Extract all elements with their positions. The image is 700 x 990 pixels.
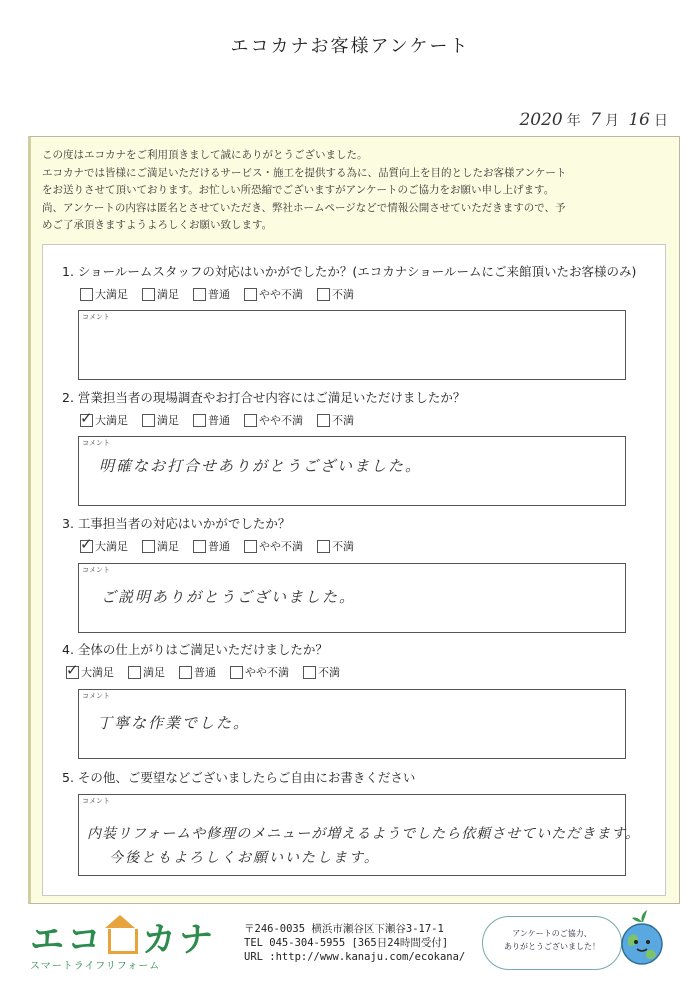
- checkbox-square[interactable]: [128, 666, 141, 679]
- checkbox-square[interactable]: [142, 288, 155, 301]
- question-3: 3. 工事担当者の対応はいかがでしたか？: [62, 516, 291, 531]
- date-day-unit: 日: [654, 113, 668, 129]
- checkbox-square[interactable]: [193, 288, 206, 301]
- comment-handwriting-q3: ご説明ありがとうございました。: [101, 588, 357, 606]
- option-checkbox[interactable]: [244, 538, 303, 554]
- option-label: やや不満: [245, 666, 289, 679]
- option-checkbox[interactable]: [317, 412, 354, 428]
- check-mark-icon: ✓: [80, 408, 93, 427]
- comment-box-q5[interactable]: [78, 794, 641, 876]
- option-checkbox[interactable]: [193, 538, 230, 554]
- comment-label: コメント: [82, 313, 110, 321]
- option-label: 普通: [208, 414, 230, 427]
- checkbox-square[interactable]: [80, 534, 93, 553]
- comment-handwriting-q2: 明確なお打合せありがとうございました。: [99, 457, 423, 475]
- checkbox-square[interactable]: [244, 540, 257, 553]
- bubble-line: ありがとうございました！: [504, 942, 600, 951]
- date-month-unit: 月: [604, 113, 619, 129]
- checkbox-square[interactable]: [193, 414, 206, 427]
- option-checkbox[interactable]: [142, 538, 179, 554]
- option-label: 大満足: [95, 540, 128, 553]
- phone-line: TEL 045-304-5955 [365日24時間受付]: [244, 937, 449, 949]
- intro-text: [42, 147, 662, 235]
- option-label: 普通: [208, 288, 230, 301]
- checkbox-square[interactable]: [317, 288, 330, 301]
- comment-label: コメント: [82, 439, 110, 447]
- option-label: 不満: [332, 540, 354, 553]
- ecokana-logo: [30, 912, 216, 972]
- option-checkbox[interactable]: [80, 286, 128, 302]
- intro-line: この度はエコカナをご利用頂きまして誠にありがとうございました。: [42, 149, 368, 161]
- option-label: 大満足: [95, 288, 128, 301]
- option-label: 普通: [208, 540, 230, 553]
- option-checkbox[interactable]: [230, 664, 289, 680]
- page-title: エコカナお客様アンケート: [230, 36, 470, 57]
- option-label: 不満: [318, 666, 340, 679]
- company-address: [244, 922, 465, 964]
- comment-handwriting-q5-line1: 内装リフォームや修理のメニューが増えるようでしたら依頼させていただきます。: [87, 826, 641, 842]
- options-q1: [80, 286, 354, 302]
- url-line: URL :http://www.kanaju.com/ecokana/: [244, 951, 466, 963]
- question-2: 2. 営業担当者の現場調査やお打合せ内容にはご満足いただけましたか？: [62, 390, 466, 405]
- comment-label: コメント: [82, 692, 110, 700]
- checkbox-square[interactable]: [244, 414, 257, 427]
- option-label: 大満足: [95, 414, 128, 427]
- checkbox-square[interactable]: [244, 288, 257, 301]
- option-label: やや不満: [259, 540, 303, 553]
- date-year-unit: 年: [566, 113, 581, 129]
- options-q4: [66, 660, 340, 680]
- comment-box-q4[interactable]: [78, 689, 626, 759]
- house-icon: [108, 929, 138, 954]
- checkbox-square[interactable]: [142, 414, 155, 427]
- option-checkbox[interactable]: [142, 286, 179, 302]
- intro-line: エコカナでは皆様にご満足いただけるサービス・施工を提供する為に、品質向上を目的としたお客様アンケート: [42, 166, 567, 179]
- option-label: やや不満: [259, 414, 303, 427]
- checkbox-square[interactable]: [193, 540, 206, 553]
- options-q3: [80, 534, 354, 554]
- option-label: 普通: [194, 666, 216, 679]
- option-label: 満足: [143, 666, 165, 679]
- option-label: 不満: [332, 288, 354, 301]
- date-month: 7: [590, 110, 601, 130]
- option-checkbox[interactable]: [244, 286, 303, 302]
- option-checkbox[interactable]: [303, 664, 340, 680]
- logo-text: エコ: [30, 920, 104, 960]
- checkbox-square[interactable]: [80, 408, 93, 427]
- options-q2: [80, 408, 354, 428]
- option-label: 不満: [332, 414, 354, 427]
- comment-box-q3[interactable]: [78, 563, 626, 633]
- question-4: 4. 全体の仕上がりはご満足いただけましたか？: [62, 642, 328, 657]
- comment-handwriting-q5-line2: 今後ともよろしくお願いいたします。: [109, 850, 380, 866]
- address-line: 〒246-0035 横浜市瀬谷区下瀬谷3-17-1: [244, 923, 444, 935]
- comment-label: コメント: [82, 797, 110, 805]
- option-label: 大満足: [81, 666, 114, 679]
- option-checkbox[interactable]: [142, 412, 179, 428]
- comment-box-q2[interactable]: [78, 436, 626, 506]
- option-checkbox[interactable]: [80, 534, 128, 554]
- comment-box-q1[interactable]: [78, 310, 626, 380]
- option-checkbox[interactable]: [244, 412, 303, 428]
- comment-label: コメント: [82, 566, 110, 574]
- checkbox-square[interactable]: [230, 666, 243, 679]
- option-checkbox[interactable]: [193, 412, 230, 428]
- option-checkbox[interactable]: [317, 538, 354, 554]
- checkbox-square[interactable]: [80, 288, 93, 301]
- option-checkbox[interactable]: [193, 286, 230, 302]
- survey-date: [519, 110, 672, 130]
- checkbox-square[interactable]: [317, 414, 330, 427]
- check-mark-icon: ✓: [80, 534, 93, 553]
- option-label: やや不満: [259, 288, 303, 301]
- checkbox-square[interactable]: [303, 666, 316, 679]
- intro-line: 尚、アンケートの内容は匿名とさせていただき、弊社ホームページなどで情報公開させていただきますので、予: [42, 201, 566, 214]
- date-year: 2020: [519, 110, 563, 130]
- question-5: 5. その他、ご要望などございましたらご自由にお書きください: [62, 770, 416, 785]
- comment-handwriting-q4: 丁寧な作業でした。: [97, 714, 251, 732]
- option-checkbox[interactable]: [80, 408, 128, 428]
- question-1: 1. ショールームスタッフの対応はいかがでしたか？(エコカナショールームにご来館頂いたお客様のみ): [62, 264, 637, 279]
- option-label: 満足: [157, 540, 179, 553]
- option-checkbox[interactable]: [317, 286, 354, 302]
- option-checkbox[interactable]: [179, 664, 216, 680]
- logo-subtitle: スマートライフリフォーム: [30, 961, 161, 972]
- check-mark-icon: ✓: [66, 660, 79, 679]
- option-checkbox[interactable]: [128, 664, 165, 680]
- option-label: 満足: [157, 288, 179, 301]
- option-checkbox[interactable]: [66, 660, 114, 680]
- checkbox-square[interactable]: [179, 666, 192, 679]
- logo-text-2: カナ: [142, 920, 216, 960]
- option-label: 満足: [157, 414, 179, 427]
- date-day: 16: [628, 110, 650, 130]
- intro-line: をお送りさせて頂いております。お忙しい所恐縮でございますがアンケートのご協力をお願い申し上げます。: [42, 184, 555, 196]
- checkbox-square[interactable]: [317, 540, 330, 553]
- checkbox-square[interactable]: [142, 540, 155, 553]
- thanks-bubble: [482, 916, 622, 970]
- earth-mascot-icon: [614, 908, 670, 968]
- intro-line: めご了承頂きますようよろしくお願い致します。: [42, 219, 273, 231]
- checkbox-square[interactable]: [66, 660, 79, 679]
- bubble-line: アンケートのご協力、: [512, 929, 592, 938]
